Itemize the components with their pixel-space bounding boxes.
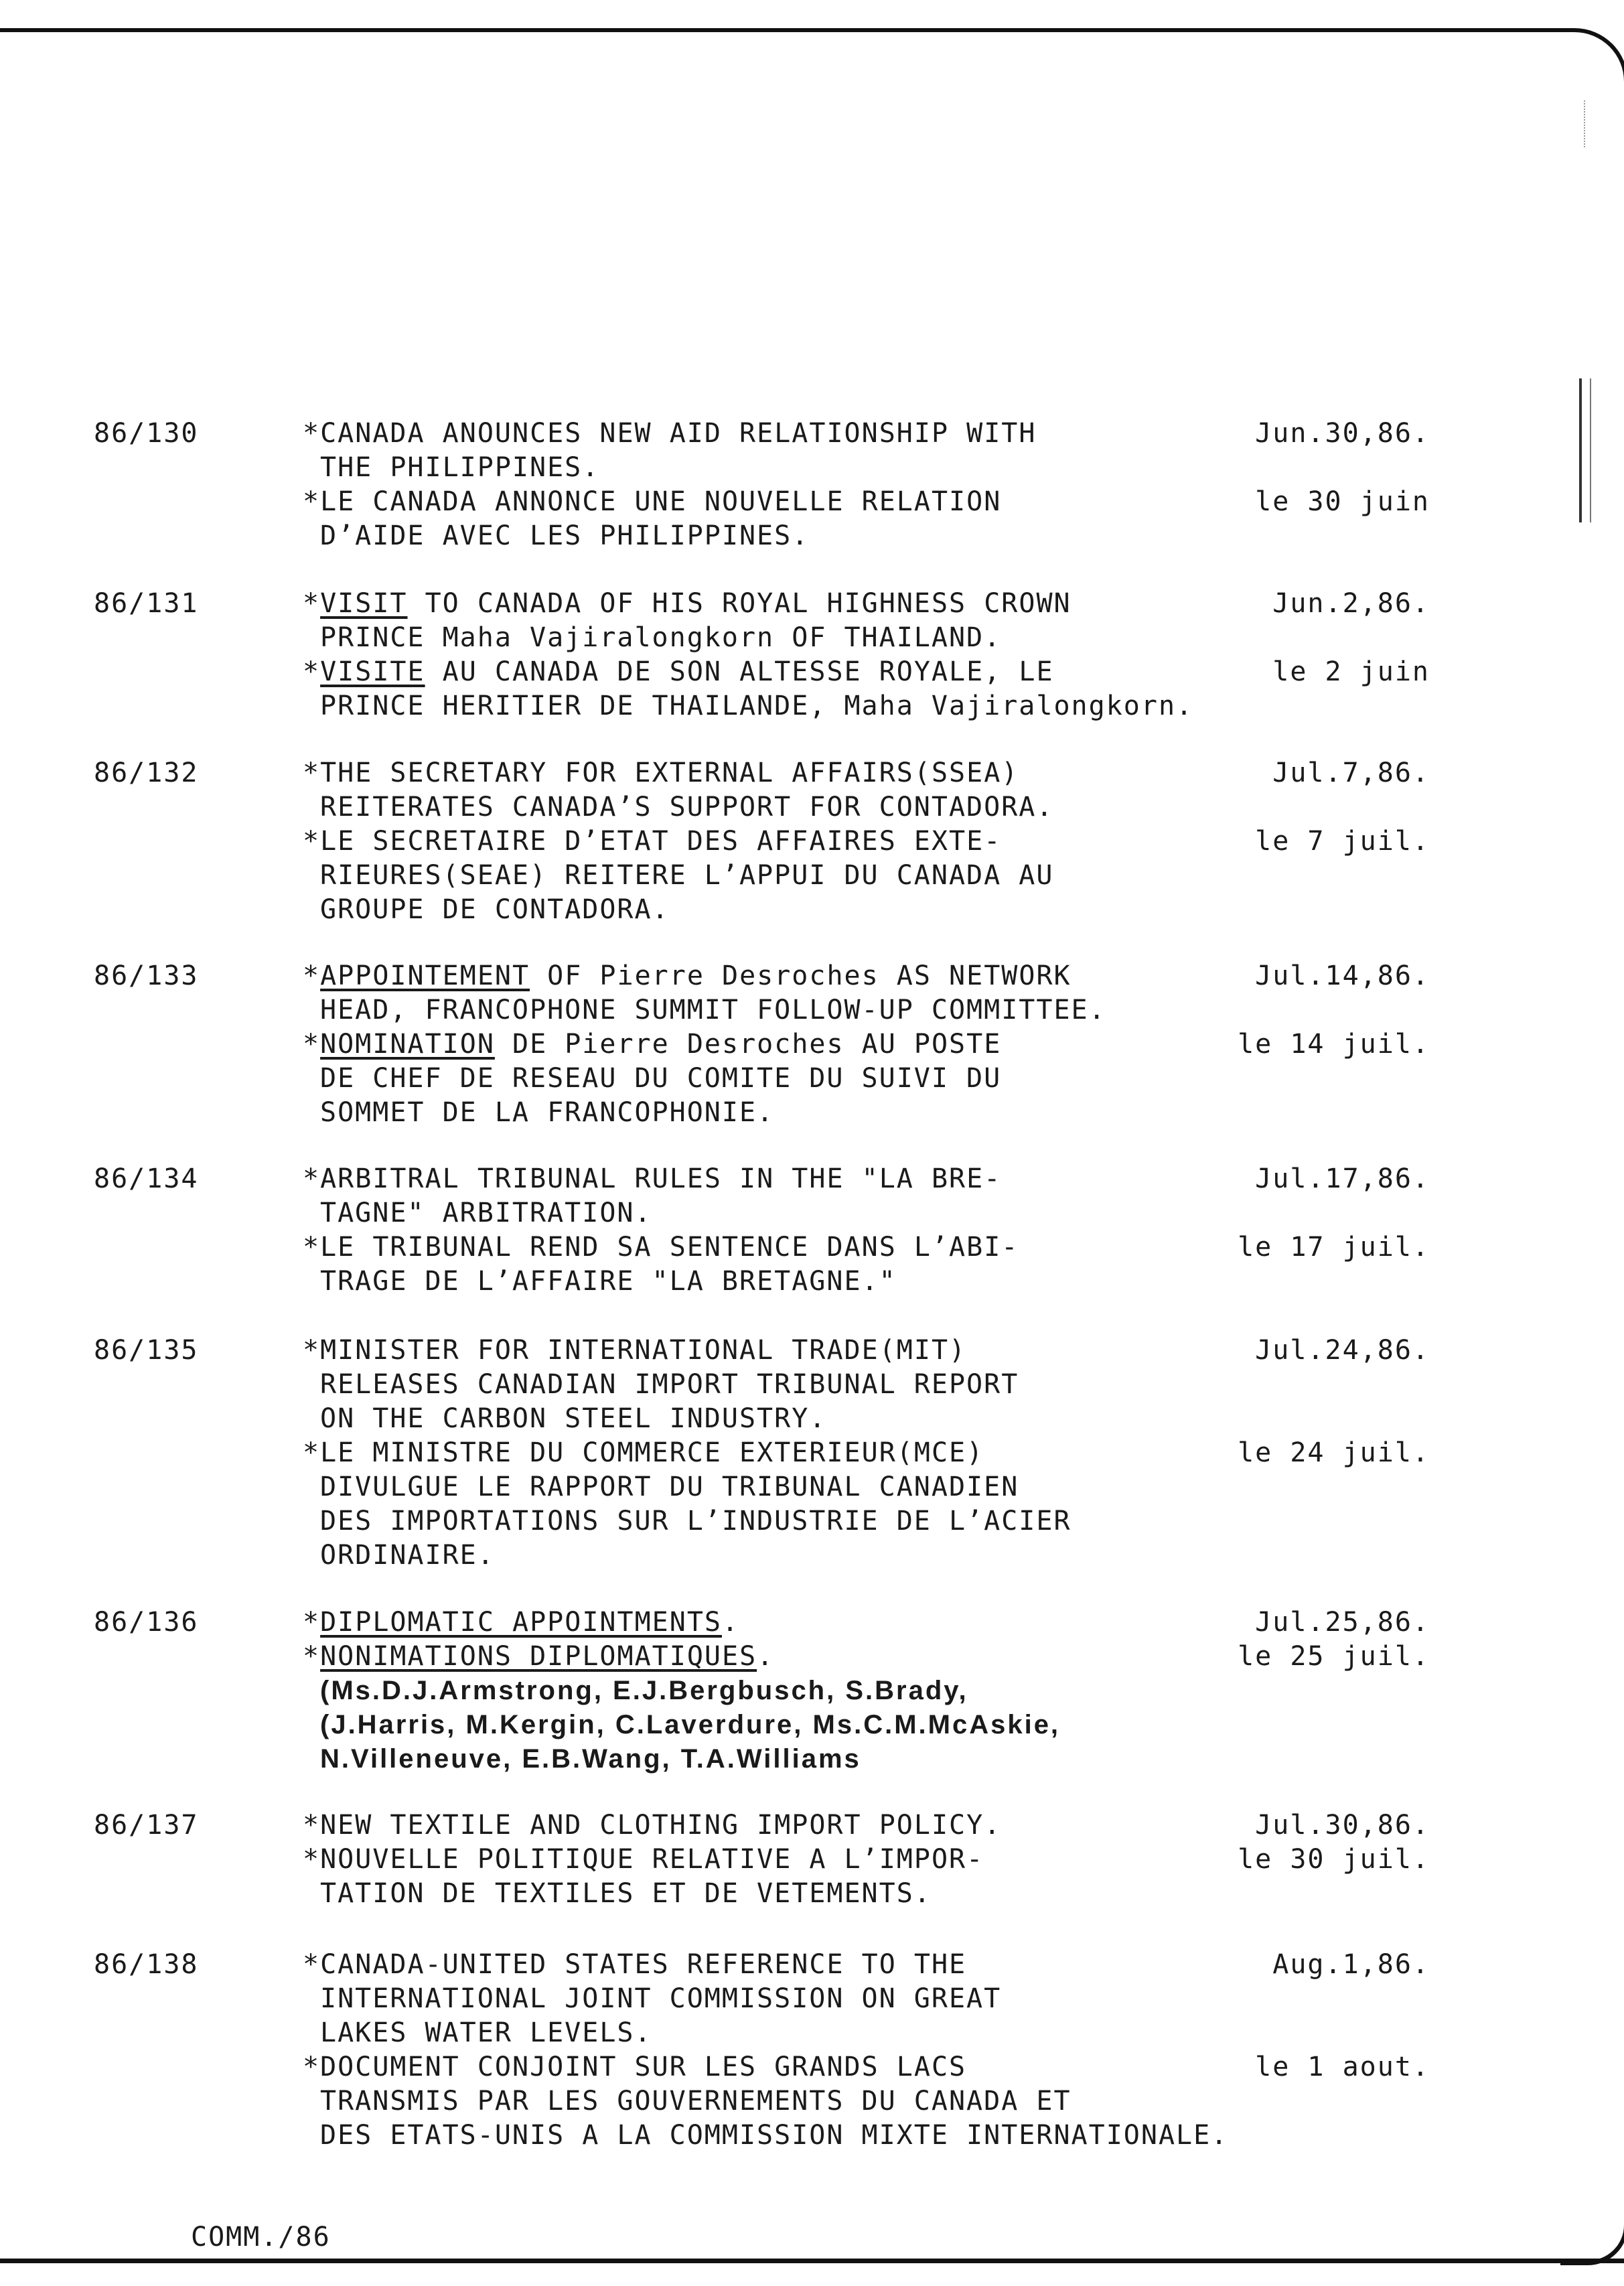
release-number: 86/135	[94, 1335, 199, 1366]
french-date: le 1 aout.	[1255, 2052, 1430, 2082]
top-border-line	[0, 28, 1574, 32]
release-number: 86/134	[94, 1163, 199, 1194]
french-title-line: D’AIDE AVEC LES PHILIPPINES.	[320, 520, 810, 551]
appointee-names-line: (J.Harris, M.Kergin, C.Laverdure, Ms.C.M.McAskie,	[320, 1710, 1061, 1739]
english-date: Jul.7,86.	[1272, 758, 1430, 788]
bottom-border-line	[0, 2259, 1624, 2263]
french-title-line: DES IMPORTATIONS SUR L’INDUSTRIE DE L’ACIER	[320, 1506, 1072, 1537]
english-title-line: TAGNE" ARBITRATION.	[320, 1198, 652, 1228]
release-number: 86/131	[94, 588, 199, 619]
english-date: Aug.1,86.	[1272, 1949, 1430, 1980]
english-title-line: *APPOINTEMENT OF Pierre Desroches AS NETWORK	[303, 960, 1072, 991]
english-title-line: *CANADA-UNITED STATES REFERENCE TO THE	[303, 1949, 967, 1980]
english-title-line: *ARBITRAL TRIBUNAL RULES IN THE "LA BRE-	[303, 1163, 1002, 1194]
english-date: Jun.2,86.	[1272, 588, 1430, 619]
english-title-line: ON THE CARBON STEEL INDUSTRY.	[320, 1403, 827, 1434]
french-title-line: ORDINAIRE.	[320, 1540, 495, 1571]
english-title-line: INTERNATIONAL JOINT COMMISSION ON GREAT	[320, 1983, 1002, 2014]
english-date: Jul.30,86.	[1255, 1810, 1430, 1841]
appointee-names-line: (Ms.D.J.Armstrong, E.J.Bergbusch, S.Brady,	[320, 1676, 968, 1705]
french-title-line: *NONIMATIONS DIPLOMATIQUES.	[303, 1641, 775, 1672]
french-date: le 25 juil.	[1238, 1641, 1430, 1672]
french-date: le 30 juil.	[1238, 1844, 1430, 1875]
english-date: Jul.24,86.	[1255, 1335, 1430, 1366]
top-right-corner	[1540, 28, 1624, 86]
english-title-line: *CANADA ANOUNCES NEW AID RELATIONSHIP WITH	[303, 418, 1037, 449]
english-date: Jul.17,86.	[1255, 1163, 1430, 1194]
french-title-line: *VISITE AU CANADA DE SON ALTESSE ROYALE, LE	[303, 656, 1054, 687]
binder-marks	[1584, 100, 1589, 147]
french-title-line: *NOMINATION DE Pierre Desroches AU POSTE	[303, 1029, 1002, 1060]
binder-bracket	[1579, 378, 1591, 522]
french-title-line: *LE TRIBUNAL REND SA SENTENCE DANS L’ABI-	[303, 1232, 1019, 1263]
french-date: le 24 juil.	[1238, 1437, 1430, 1468]
french-title-line: TRANSMIS PAR LES GOUVERNEMENTS DU CANADA ET	[320, 2086, 1072, 2117]
french-date: le 17 juil.	[1238, 1232, 1430, 1263]
french-title-line: TATION DE TEXTILES ET DE VETEMENTS.	[320, 1878, 932, 1909]
french-date: le 7 juil.	[1255, 826, 1430, 857]
english-date: Jul.25,86.	[1255, 1607, 1430, 1638]
english-date: Jul.14,86.	[1255, 960, 1430, 991]
french-title-line: SOMMET DE LA FRANCOPHONIE.	[320, 1097, 775, 1128]
english-title-line: REITERATES CANADA’S SUPPORT FOR CONTADORA.	[320, 792, 1054, 823]
english-title-line: *DIPLOMATIC APPOINTMENTS.	[303, 1607, 740, 1638]
english-title-line: *THE SECRETARY FOR EXTERNAL AFFAIRS(SSEA)	[303, 758, 1019, 788]
english-title-line: *VISIT TO CANADA OF HIS ROYAL HIGHNESS CROWN	[303, 588, 1072, 619]
french-title-line: *LE CANADA ANNONCE UNE NOUVELLE RELATION	[303, 486, 1002, 517]
french-title-line: TRAGE DE L’AFFAIRE "LA BRETAGNE."	[320, 1266, 897, 1297]
french-title-line: *LE SECRETAIRE D’ETAT DES AFFAIRES EXTE-	[303, 826, 1002, 857]
release-number: 86/130	[94, 418, 199, 449]
release-number: 86/137	[94, 1810, 199, 1841]
release-number: 86/133	[94, 960, 199, 991]
english-title-line: LAKES WATER LEVELS.	[320, 2017, 652, 2048]
french-date: le 14 juil.	[1238, 1029, 1430, 1060]
french-title-line: PRINCE HERITIER DE THAILANDE, Maha Vajiralongkorn.	[320, 691, 1194, 721]
french-title-line: *DOCUMENT CONJOINT SUR LES GRANDS LACS	[303, 2052, 967, 2082]
french-title-line: DIVULGUE LE RAPPORT DU TRIBUNAL CANADIEN	[320, 1472, 1019, 1502]
release-number: 86/136	[94, 1607, 199, 1638]
release-number: 86/132	[94, 758, 199, 788]
french-title-line: GROUPE DE CONTADORA.	[320, 894, 670, 925]
english-title-line: PRINCE Maha Vajiralongkorn OF THAILAND.	[320, 622, 1002, 653]
english-title-line: THE PHILIPPINES.	[320, 452, 600, 483]
english-date: Jun.30,86.	[1255, 418, 1430, 449]
french-title-line: DE CHEF DE RESEAU DU COMITE DU SUIVI DU	[320, 1063, 1002, 1094]
release-number: 86/138	[94, 1949, 199, 1980]
french-title-line: *LE MINISTRE DU COMMERCE EXTERIEUR(MCE)	[303, 1437, 984, 1468]
french-date: le 2 juin	[1272, 656, 1430, 687]
footer-code: COMM./86	[191, 2222, 331, 2253]
english-title-line: *NEW TEXTILE AND CLOTHING IMPORT POLICY.	[303, 1810, 1002, 1841]
french-date: le 30 juin	[1255, 486, 1430, 517]
french-title-line: *NOUVELLE POLITIQUE RELATIVE A L’IMPOR-	[303, 1844, 984, 1875]
french-title-line: DES ETATS-UNIS A LA COMMISSION MIXTE INTERNATIONALE.	[320, 2120, 1229, 2151]
bottom-right-corner	[1560, 2207, 1624, 2265]
english-title-line: RELEASES CANADIAN IMPORT TRIBUNAL REPORT	[320, 1369, 1019, 1400]
appointee-names-line: N.Villeneuve, E.B.Wang, T.A.Williams	[320, 1744, 861, 1774]
french-title-line: RIEURES(SEAE) REITERE L’APPUI DU CANADA AU	[320, 860, 1054, 891]
english-title-line: *MINISTER FOR INTERNATIONAL TRADE(MIT)	[303, 1335, 967, 1366]
english-title-line: HEAD, FRANCOPHONE SUMMIT FOLLOW-UP COMMITTEE.	[320, 995, 1106, 1025]
